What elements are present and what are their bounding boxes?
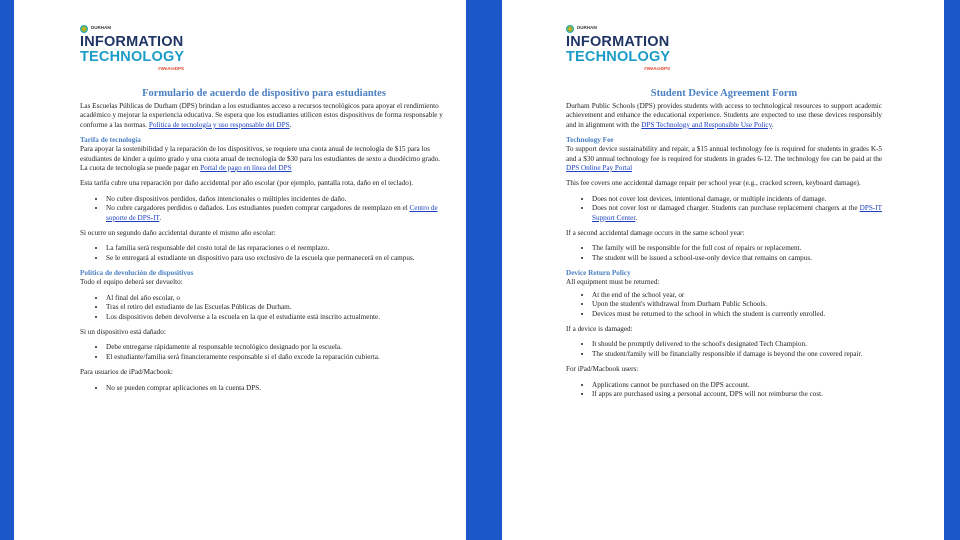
spanish-page: [14, 0, 466, 540]
list-item: • Upon the student's withdrawal from Durham Public Schools.: [592, 300, 882, 309]
list-item: • Se le entregará al estudiante un dispositivo para uso exclusivo de la escuela que permanecerá en el campus.: [106, 254, 448, 263]
ipad-text: For iPad/Macbook users:: [566, 365, 639, 374]
support-center-link[interactable]: DPS-IT Support Center: [592, 204, 882, 222]
list-item: • El estudiante/familia será financieramente responsable si el daño excede la reparación cubierta.: [106, 353, 448, 362]
return-list: [80, 294, 448, 322]
intro-paragraph: [80, 102, 448, 130]
list-item-text: Does not cover lost or damaged charger. Students can purchase replacement chargers at the: [592, 204, 860, 213]
dps-it-logo: [80, 24, 448, 74]
logo-line-information: INFORMATION: [566, 34, 670, 50]
list-item: • At the end of the school year, or: [592, 291, 882, 300]
list-item: • Debe entregarse rápidamente al responsable tecnológico designado por la escuela.: [106, 343, 448, 352]
second-damage-text: Si ocurre un segundo daño accidental durante el mismo año escolar:: [80, 229, 276, 238]
list-item: • Devices must be returned to the school in which the student is currently enrolled.: [592, 310, 882, 319]
list-item: • La familia será responsable del costo total de las reparaciones o el reemplazo.: [106, 244, 448, 253]
flower-icon: [80, 25, 88, 33]
fee-text: Para apoyar la sostenibilidad y la reparación de los dispositivos, se requiere una cuota anual de tecnología de $15 para los estudiantes de kinder a quinto grado y una cuota anual de tecnología de $30 para los estudiantes de sexto a duodécimo grado. La cuota de tecnología se puede pagar en: [80, 145, 441, 173]
list-item: • It should be promptly delivered to the school's designated Tech Champion.: [592, 340, 882, 349]
list-item: • The student will be issued a school-use-only device that remains on campus.: [592, 254, 882, 263]
list-item: • If apps are purchased using a personal account, DPS will not reimburse the cost.: [592, 390, 882, 399]
page-title: Formulario de acuerdo de dispositivo para estudiantes: [142, 88, 386, 99]
intro-end: .: [771, 120, 774, 129]
logo-line-information: INFORMATION: [80, 34, 184, 50]
second-damage-text: If a second accidental damage occurs in the same school year:: [566, 229, 745, 238]
logo-line-technology: TECHNOLOGY: [566, 49, 671, 65]
list-item-end: .: [635, 213, 638, 222]
second-damage-list: [566, 244, 882, 263]
pay-portal-link[interactable]: Portal de pago en línea del DPS: [200, 164, 292, 173]
list-item: • No se pueden comprar aplicaciones en la cuenta DPS.: [106, 384, 448, 393]
return-text: Todo el equipo deberá ser devuelto:: [80, 278, 183, 287]
ipad-text: Para usuarios de iPad/Macbook:: [80, 368, 173, 377]
list-item-end: .: [159, 213, 162, 222]
list-item: [592, 204, 882, 223]
not-cover-list: [80, 195, 448, 223]
fee-paragraph: [80, 145, 448, 173]
list-item: • The family will be responsible for the full cost of repairs or replacement.: [592, 244, 882, 253]
ipad-list: [80, 384, 448, 393]
ipad-list: [566, 381, 882, 400]
covers-paragraph: Esta tarifa cubre una reparación por daño accidental por año escolar (por ejemplo, pantalla rota, daño en el teclado).: [80, 179, 414, 188]
covers-paragraph: This fee covers one accidental damage repair per school year (e.g., cracked screen, keyboard damage).: [566, 179, 861, 188]
org-name: DURHAM: [91, 25, 111, 31]
return-heading: Política de devolución de dispositivos: [80, 269, 194, 278]
not-cover-list: [566, 195, 882, 223]
support-center-link[interactable]: Centro de soporte de DPS-IT: [106, 204, 438, 222]
logo-hashtag: #WeAreDPS: [158, 66, 184, 71]
return-heading: Device Return Policy: [566, 269, 631, 278]
fee-paragraph: [566, 145, 882, 173]
fee-heading: Technology Fee: [566, 136, 614, 145]
list-item: • Al final del año escolar, o: [106, 294, 448, 303]
second-damage-list: [80, 244, 448, 263]
durham-org-mark: [80, 24, 448, 33]
durham-org-mark: [566, 24, 882, 33]
intro-end: .: [289, 120, 292, 129]
damaged-text: If a device is damaged:: [566, 324, 633, 333]
return-list: [566, 291, 882, 319]
list-item-text: No cubre cargadores perdidos o dañados. Los estudiantes pueden comprar cargadores de reemplazo en el: [106, 204, 410, 213]
fee-heading: Tarifa de tecnología: [80, 136, 141, 145]
policy-link[interactable]: DPS Technology and Responsible Use Policy: [641, 120, 772, 129]
dps-it-logo: [566, 24, 882, 74]
page-title: Student Device Agreement Form: [650, 88, 798, 99]
fee-text: To support device sustainability and repair, a $15 annual technology fee is required for students in grades K-5 and a $30 annual technology fee is required for students in grades 6-12. The technology fee can be paid at the: [566, 145, 882, 163]
org-name: DURHAM: [577, 25, 597, 31]
list-item: • Los dispositivos deben devolverse a la escuela en la que el estudiante está inscrito actualmente.: [106, 313, 448, 322]
list-item: • Tras el retiro del estudiante de las Escuelas Públicas de Durham.: [106, 303, 448, 312]
list-item: • No cubre dispositivos perdidos, daños intencionales o múltiples incidentes de daño.: [106, 195, 448, 204]
list-item: [106, 204, 448, 223]
english-page: [502, 0, 944, 540]
intro-text: Las Escuelas Públicas de Durham (DPS) brindan a los estudiantes acceso a recursos tecnológicos para apoyar el rendimiento académico y mejorar la experiencia educativa. Se espera que los estudiantes utilicen estos dispositivos de forma responsable y conforme a las normas.: [80, 102, 443, 129]
flower-icon: [566, 25, 574, 33]
return-text: All equipment must be returned:: [566, 278, 660, 287]
list-item: • Applications cannot be purchased on the DPS account.: [592, 381, 882, 390]
logo-line-technology: TECHNOLOGY: [80, 49, 185, 65]
list-item: • Does not cover lost devices, intentional damage, or multiple incidents of damage.: [592, 195, 882, 204]
list-item: • The student/family will be financially responsible if damage is beyond the one covered repair.: [592, 350, 882, 359]
intro-text: Durham Public Schools (DPS) provides students with access to technological resources to support academic achievement and enhance the educational experience. Students are expected to use these devices responsibly and in alignment with the: [566, 102, 882, 129]
intro-paragraph: [566, 102, 882, 130]
damaged-list: [566, 340, 882, 359]
damaged-text: Si un dispositivo está dañado:: [80, 327, 166, 336]
damaged-list: [80, 343, 448, 362]
policy-link[interactable]: Política de tecnología y uso responsable del DPS: [148, 120, 290, 129]
logo-hashtag: #WeAreDPS: [644, 66, 670, 71]
pay-portal-link[interactable]: DPS Online Pay Portal: [566, 164, 633, 173]
